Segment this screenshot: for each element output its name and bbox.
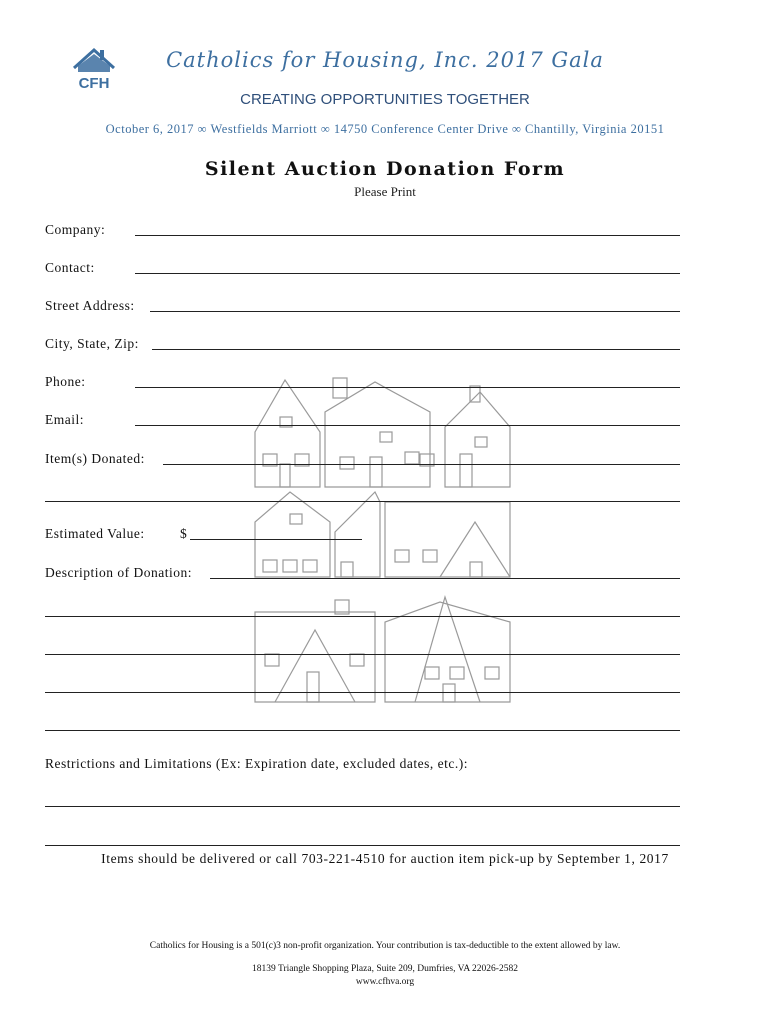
- city-state-zip-label: City, State, Zip:: [45, 336, 139, 351]
- contact-label: Contact:: [45, 260, 95, 275]
- tagline: CREATING OPPORTUNITIES TOGETHER: [240, 91, 530, 108]
- restrictions-label: Restrictions and Limitations (Ex: Expiration date, excluded dates, etc.):: [45, 756, 469, 771]
- description-field-4[interactable]: [45, 692, 680, 693]
- estimated-value-field[interactable]: [190, 539, 362, 540]
- event-details: October 6, 2017 ∞ Westfields Marriott ∞ 14750 Conference Center Drive ∞ Chantilly, Virginia 20151: [105, 122, 665, 136]
- description-field[interactable]: [210, 578, 680, 579]
- houses-watermark: [245, 372, 520, 712]
- form-subtitle: Please Print: [354, 184, 416, 199]
- description-label: Description of Donation:: [45, 565, 192, 580]
- contact-field[interactable]: [135, 273, 680, 274]
- estimated-value-label: Estimated Value:: [45, 526, 145, 541]
- restrictions-field-2[interactable]: [45, 845, 680, 846]
- items-donated-label: Item(s) Donated:: [45, 451, 145, 466]
- items-donated-field[interactable]: [163, 464, 680, 465]
- email-label: Email:: [45, 412, 84, 427]
- delivery-notice: Items should be delivered or call 703-221-4510 for auction item pick-up by September 1, 2017: [101, 851, 669, 866]
- city-state-zip-field[interactable]: [152, 349, 680, 350]
- phone-field[interactable]: [135, 387, 680, 388]
- mailing-address: 18139 Triangle Shopping Plaza, Suite 209, Dumfries, VA 22026-2582: [252, 964, 518, 974]
- phone-label: Phone:: [45, 374, 86, 389]
- currency-symbol: $: [180, 526, 188, 541]
- items-donated-field-2[interactable]: [45, 501, 680, 502]
- website: www.cfhva.org: [355, 977, 415, 987]
- restrictions-field[interactable]: [45, 806, 680, 807]
- logo-text: CFH: [78, 75, 110, 92]
- description-field-2[interactable]: [45, 616, 680, 617]
- description-field-3[interactable]: [45, 654, 680, 655]
- email-field[interactable]: [135, 425, 680, 426]
- company-field[interactable]: [135, 235, 680, 236]
- company-label: Company:: [45, 222, 106, 237]
- nonprofit-statement: Catholics for Housing is a 501(c)3 non-profit organization. Your contribution is tax-deductible to the extent allowed by law.: [149, 941, 621, 951]
- street-address-field[interactable]: [150, 311, 680, 312]
- description-field-5[interactable]: [45, 730, 680, 731]
- street-address-label: Street Address:: [45, 298, 135, 313]
- form-title: Silent Auction Donation Form: [204, 158, 566, 180]
- event-title: Catholics for Housing, Inc. 2017 Gala: [166, 48, 604, 72]
